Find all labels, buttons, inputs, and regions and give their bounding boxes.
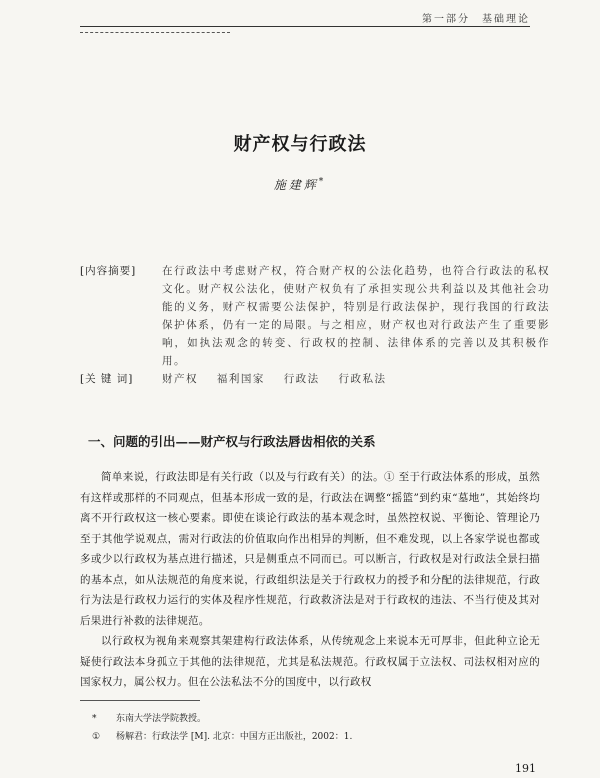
footnote	[92, 728, 352, 746]
keywords-row	[80, 370, 550, 388]
footnote-rule	[80, 700, 200, 701]
keyword: 行政法	[283, 373, 320, 385]
footnotes	[92, 710, 352, 746]
footnote-text: 东南大学法学院教授。	[116, 714, 207, 724]
keyword: 福利国家	[216, 373, 265, 385]
header-rule	[80, 26, 530, 27]
header-rule-short	[80, 32, 230, 33]
keyword: 行政私法	[338, 373, 387, 385]
body-text	[80, 467, 540, 693]
running-head: 第一部分 基础理论	[422, 14, 530, 25]
section-heading: 一、问题的引出——财产权与行政法唇齿相依的关系	[88, 434, 376, 449]
keywords-label: [关 键 词]	[80, 373, 134, 385]
keywords-list	[162, 370, 550, 388]
abstract-row	[80, 262, 550, 370]
footnote-mark: ①	[92, 732, 101, 742]
footnote	[92, 710, 352, 728]
body-paragraph: 简单来说，行政法即是有关行政（以及与行政有关）的法。① 至于行政法体系的形成，虽然有这样或那样的不同观点，但基本形成一致的是，行政法在调整“摇篮”到约束“墓地”，其始终均离不开行政权这一核心要素。即使在谈论行政法的基本观念时，虽然控权说、平衡论、管理论乃至于其他学说观点，需对行政法的价值取向作出相异的判断，但不难发现，以上各家学说也都或多或少以行政权为基点进行描述，只是侧重点不同而已。可以断言，行政权是对行政法全景扫描的基本点，如从法规范的角度来说，行政组织法是关于行政权力的授予和分配的法律规范，行政行为法是行政权力运行的实体及程序性规范，行政救济法是对于行政权的违法、不当行使及其对后果进行补救的法律规范。	[80, 471, 540, 627]
abstract-label: [内容摘要]	[80, 265, 137, 277]
page-number: 191	[515, 762, 536, 775]
body-paragraph: 以行政权为视角来观察其架建构行政法体系，从传统观念上来说本无可厚非，但此种立论无疑使行政法本身孤立于其他的法律规范，尤其是私法规范。行政权属于立法权、司法权相对应的国家权力，属公权力。但在公法私法不分的国度中，以行政权	[80, 635, 540, 688]
abstract-block	[80, 262, 550, 388]
author-footnote-mark: *	[318, 177, 327, 187]
article-title: 财产权与行政法	[233, 134, 367, 155]
author-name: 施建辉	[273, 178, 319, 192]
keyword: 财产权	[162, 373, 198, 385]
abstract-text: 在行政法中考虑财产权，符合财产权的公法化趋势，也符合行政法的私权文化。财产权公法化，使财产权负有了承担实现公共利益以及其他社会功能的义务，财产权需要公法保护，特别是行政法保护，现行我国的行政法保护体系，仍有一定的局限。与之相应，财产权也对行政法产生了重要影响，如执法观念的转变、行政权的控制、法律体系的完善以及其积极作用。	[162, 265, 550, 367]
footnote-mark: *	[92, 714, 97, 724]
footnote-text: 杨解君：行政法学 [M]. 北京：中国方正出版社，2002：1.	[116, 732, 353, 742]
article-author	[0, 176, 600, 193]
